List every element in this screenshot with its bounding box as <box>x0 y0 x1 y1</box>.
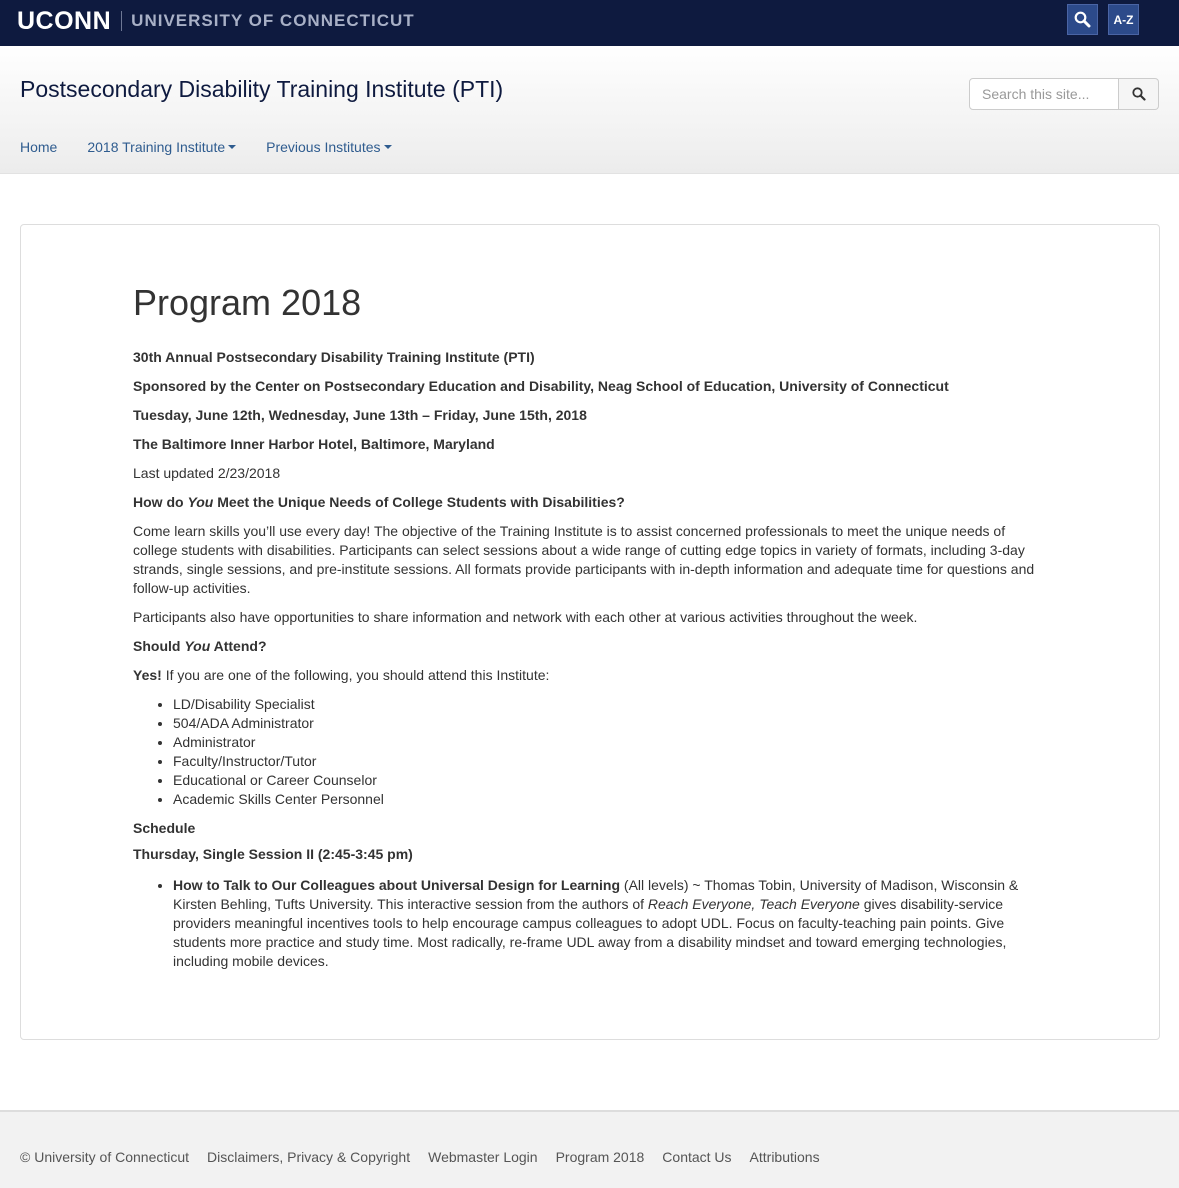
book-title: Reach Everyone, Teach Everyone <box>647 896 860 912</box>
section-heading <box>133 637 1043 656</box>
attend-text: If you are one of the following, you should attend this Institute: <box>161 667 550 683</box>
site-header <box>0 46 1179 174</box>
heading-text: Meet the Unique Needs of College Students with Disabilities? <box>213 494 625 510</box>
intro-line: The Baltimore Inner Harbor Hotel, Baltimore, Maryland <box>133 436 495 452</box>
session-title: How to Talk to Our Colleagues about Universal Design for Learning <box>173 877 621 893</box>
list-item: • Academic Skills Center Personnel <box>173 790 1043 809</box>
session-item <box>173 876 1043 971</box>
footer-copyright[interactable]: © University of Connecticut <box>20 1149 190 1165</box>
footer-link-program-2018[interactable]: Program 2018 <box>555 1149 645 1165</box>
yes-emphasis: Yes! <box>133 667 162 683</box>
intro-line: Sponsored by the Center on Postsecondary Education and Disability, Neag School of Education, University of Connecticut <box>133 378 949 394</box>
caret-down-icon <box>384 145 392 149</box>
footer-links <box>20 1149 838 1165</box>
last-updated: Last updated 2/23/2018 <box>133 465 281 481</box>
footer-link-attributions[interactable]: Attributions <box>749 1149 820 1165</box>
a-z-index-button[interactable]: A-Z <box>1108 4 1139 35</box>
list-item: • Educational or Career Counselor <box>173 771 1043 790</box>
uconn-topbar <box>0 0 1179 46</box>
audience-list <box>133 695 1043 809</box>
intro-line: 30th Annual Postsecondary Disability Training Institute (PTI) <box>133 349 535 365</box>
session-heading: Thursday, Single Session II (2:45-3:45 pm) <box>133 846 413 862</box>
site-title[interactable]: Postsecondary Disability Training Institute (PTI) <box>20 76 504 102</box>
search-icon <box>1132 87 1146 101</box>
intro-paragraph: Participants also have opportunities to share information and network with each other at various activities throughout the week. <box>133 609 918 625</box>
search-icon <box>1074 11 1091 28</box>
nav-item-previous-institutes[interactable] <box>266 139 391 155</box>
nav-item-label: Previous Institutes <box>266 139 381 155</box>
site-search-button[interactable] <box>1119 78 1159 110</box>
heading-emphasis: You <box>184 638 211 654</box>
site-search-input[interactable] <box>969 78 1119 110</box>
nav-item-label: Home <box>20 139 58 155</box>
heading-text: Attend? <box>210 638 267 654</box>
list-item: • LD/Disability Specialist <box>173 695 1043 714</box>
heading-text: How do <box>133 494 188 510</box>
caret-down-icon <box>228 145 236 149</box>
heading-emphasis: You <box>187 494 214 510</box>
session-text: gives disability-service providers meaningful incentives tools to help encourage campus colleagues to adopt UDL. Focus on faculty-teaching pain points. Give students more practice and study time. Most radically, re-frame UDL away from a disability mindset and toward emerging technologies, including mobile devices. <box>173 896 1007 969</box>
attend-paragraph <box>133 666 1043 685</box>
footer-link-webmaster-login[interactable]: Webmaster Login <box>428 1149 538 1165</box>
site-footer <box>0 1110 1179 1188</box>
session-text: (All levels) ~ Thomas Tobin, University of Madison, Wisconsin & Kirsten Behling, Tufts University. This interactive session from the authors of <box>173 877 1019 912</box>
uconn-brand[interactable] <box>17 8 415 34</box>
nav-item-label: 2018 Training Institute <box>87 139 226 155</box>
footer-link-contact-us[interactable]: Contact Us <box>662 1149 732 1165</box>
session-list <box>133 876 1043 971</box>
nav-item-home[interactable] <box>20 139 57 155</box>
intro-paragraph: Come learn skills you’ll use every day! The objective of the Training Institute is to assist concerned professionals to meet the unique needs of college students with disabilities. Participants can select sessions about a wide range of cutting edge topics in variety of formats, including 3-day strands, single sessions, and pre-institute sessions. All formats provide participants with in-depth information and adequate time for questions and follow-up activities. <box>133 523 1035 596</box>
nav-item-2018-training-institute[interactable] <box>87 139 236 155</box>
site-search <box>969 78 1159 110</box>
brand-divider <box>121 11 122 31</box>
main-nav <box>20 139 422 155</box>
list-item: • Administrator <box>173 733 1043 752</box>
intro-line: Tuesday, June 12th, Wednesday, June 13th – Friday, June 15th, 2018 <box>133 407 587 423</box>
page-title: Program 2018 <box>133 282 362 323</box>
list-item: • Faculty/Instructor/Tutor <box>173 752 1043 771</box>
list-item: • 504/ADA Administrator <box>173 714 1043 733</box>
article <box>133 283 1043 981</box>
uconn-logo[interactable]: UCONN <box>17 7 112 35</box>
content-panel <box>20 224 1160 1040</box>
university-name[interactable]: UNIVERSITY OF CONNECTICUT <box>131 11 415 30</box>
schedule-heading: Schedule <box>133 820 196 836</box>
heading-text: Should <box>133 638 185 654</box>
global-search-button[interactable] <box>1067 4 1098 35</box>
section-heading <box>133 493 1043 512</box>
footer-link-disclaimers[interactable]: Disclaimers, Privacy & Copyright <box>207 1149 411 1165</box>
